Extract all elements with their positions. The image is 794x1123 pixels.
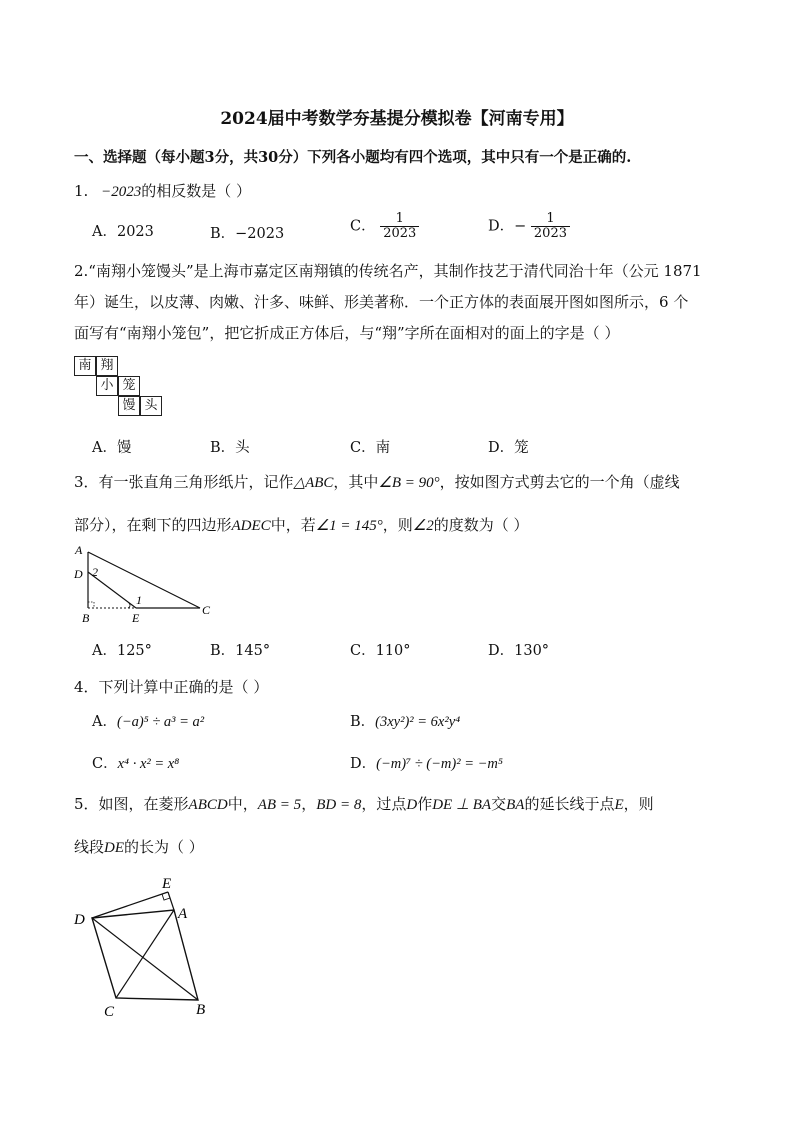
q2-option-a[interactable]: A．馒 (92, 440, 132, 456)
q1-option-c-fraction (380, 212, 419, 241)
q1-text: 的相反数是（ ） (141, 182, 251, 200)
q3-angle-b: ∠B = 90° (378, 475, 440, 491)
q1-expression: −2023 (101, 184, 142, 200)
q1-option-c-label: C． (350, 218, 376, 235)
q4-option-b-label: B． (350, 714, 376, 730)
q5-point-e: E (614, 797, 624, 813)
net-cell-man: 馒 (118, 396, 140, 416)
q1-option-b-label: B． (210, 226, 236, 242)
q4-option-a[interactable] (92, 710, 204, 731)
q1-option-d[interactable] (488, 212, 570, 241)
q2-line-1: 2.“南翔小笼馒头”是上海市嘉定区南翔镇的传统名产，其制作技艺于清代同治十年（公元 1871 (74, 262, 702, 280)
label-e: E (132, 611, 140, 625)
q1-option-c-numerator: 1 (380, 212, 419, 227)
q3-triangle: △ABC (293, 475, 334, 491)
label-b: B (196, 1002, 206, 1018)
q5-line-1 (74, 793, 654, 814)
label-a: A (75, 543, 83, 557)
q1-option-d-numerator: 1 (531, 212, 570, 227)
q2-option-c[interactable]: C．南 (350, 440, 391, 456)
q1-option-d-sign: − (514, 218, 527, 235)
diagonal-ac (116, 910, 174, 998)
cube-net-figure (74, 356, 174, 420)
segment-ea (168, 892, 174, 910)
q3-text-2: ，其中 (333, 473, 379, 491)
question-1-stem (74, 180, 251, 201)
q1-option-a[interactable]: A．2023 (92, 224, 154, 240)
label-e: E (162, 876, 172, 892)
q5-text-8: 线段 (74, 838, 105, 856)
label-d: D (74, 567, 83, 581)
q1-option-b[interactable] (210, 222, 284, 243)
q3-text-5: 中，若 (270, 516, 316, 534)
label-angle-2: 2 (92, 565, 98, 579)
q4-option-c-label: C． (92, 756, 118, 772)
diagonal-db (92, 918, 198, 1000)
net-cell-xiao: 小 (96, 376, 118, 396)
q1-number: 1. (74, 182, 89, 200)
q5-text-9: 的长为（ ） (124, 838, 204, 856)
q3-line-1 (74, 471, 680, 492)
q5-point-d: D (406, 797, 418, 813)
triangle-figure (70, 542, 220, 626)
q3-text-4: 部分），在剩下的四边形 (74, 516, 232, 534)
q1-option-b-value: −2023 (235, 226, 285, 242)
right-angle-mark (88, 602, 94, 608)
q5-comma: ， (301, 795, 317, 813)
section-heading: 一、选择题（每小题3分，共30分）下列各小题均有四个选项，其中只有一个是正确的. (74, 149, 632, 166)
q1-option-d-fraction (531, 212, 570, 241)
q1-option-d-denominator: 2023 (533, 226, 567, 241)
q3-text-3: ，按如图方式剪去它的一个角（虚线 (439, 473, 680, 491)
label-angle-1: 1 (136, 593, 142, 607)
net-cell-xiang: 翔 (96, 356, 118, 376)
q5-text-1: 5．如图，在菱形 (74, 795, 189, 813)
q3-text-1: 3．有一张直角三角形纸片，记作 (74, 473, 294, 491)
q3-angle-2: ∠2 (412, 518, 434, 534)
q5-segment-de: DE (104, 840, 125, 856)
q2-line-2: 年）诞生，以皮薄、肉嫩、汁多、味鲜、形美著称．一个正方体的表面展开图如图所示，6 个 (74, 293, 689, 311)
q3-text-6: ，则 (382, 516, 413, 534)
q2-option-b[interactable]: B．头 (210, 440, 250, 456)
q1-option-c-denominator: 2023 (383, 226, 417, 241)
q4-stem: 4．下列计算中正确的是（ ） (74, 678, 269, 696)
q5-bd: BD = 8 (316, 797, 362, 813)
label-d: D (74, 912, 85, 928)
q1-option-c[interactable] (350, 212, 419, 241)
q5-text-2: 中， (227, 795, 258, 813)
q3-option-b[interactable]: B．145° (210, 643, 271, 659)
label-c: C (104, 1004, 115, 1020)
q5-ab: AB = 5 (257, 797, 302, 813)
q5-line-2 (74, 836, 204, 857)
q4-option-d-expr: (−m)⁷ ÷ (−m)² = −m⁵ (376, 756, 503, 772)
label-b: B (82, 611, 90, 625)
q5-text-5: 交 (491, 795, 507, 813)
label-c: C (202, 603, 211, 617)
q3-option-a[interactable]: A．125° (92, 643, 152, 659)
q4-option-a-expr: (−a)⁵ ÷ a³ = a² (116, 714, 205, 730)
q4-option-b[interactable] (350, 710, 460, 731)
label-a: A (178, 906, 188, 922)
q3-text-7: 的度数为（ ） (433, 516, 529, 534)
q4-option-a-label: A． (92, 714, 117, 730)
q4-option-c[interactable] (92, 752, 179, 773)
side-ac (88, 552, 200, 608)
q5-perpendicular: DE ⊥ BA (432, 797, 492, 813)
q3-quadrilateral: ADEC (231, 518, 271, 534)
q5-text-4: 作 (417, 795, 433, 813)
q4-option-d[interactable] (350, 752, 503, 773)
q3-option-d[interactable]: D．130° (488, 643, 550, 659)
q5-ba: BA (506, 797, 525, 813)
q5-text-7: ，则 (623, 795, 654, 813)
q4-option-d-label: D． (350, 756, 377, 772)
net-cell-nan: 南 (74, 356, 96, 376)
q2-line-3: 面写有“南翔小笼包”，把它折成正方体后，与“翔”字所在面相对的面上的字是（ ） (74, 324, 620, 342)
q4-option-c-expr: x⁴ · x² = x⁸ (117, 756, 180, 772)
q3-option-c[interactable]: C．110° (350, 643, 411, 659)
q4-option-b-expr: (3xy²)² = 6x²y⁴ (375, 714, 461, 730)
q1-option-d-label: D． (488, 218, 515, 235)
net-cell-tou: 头 (140, 396, 162, 416)
page-title: 2024届中考数学夯基提分模拟卷【河南专用】 (220, 109, 574, 129)
q3-angle-1: ∠1 = 145° (315, 518, 383, 534)
net-cell-long: 笼 (118, 376, 140, 396)
rhombus-figure (66, 870, 226, 1022)
q5-rhombus: ABCD (188, 797, 228, 813)
q5-text-6: 的延长线于点 (524, 795, 615, 813)
q3-line-2 (74, 514, 529, 535)
q2-option-d[interactable]: D．笼 (488, 440, 529, 456)
q5-text-3: ，过点 (361, 795, 407, 813)
